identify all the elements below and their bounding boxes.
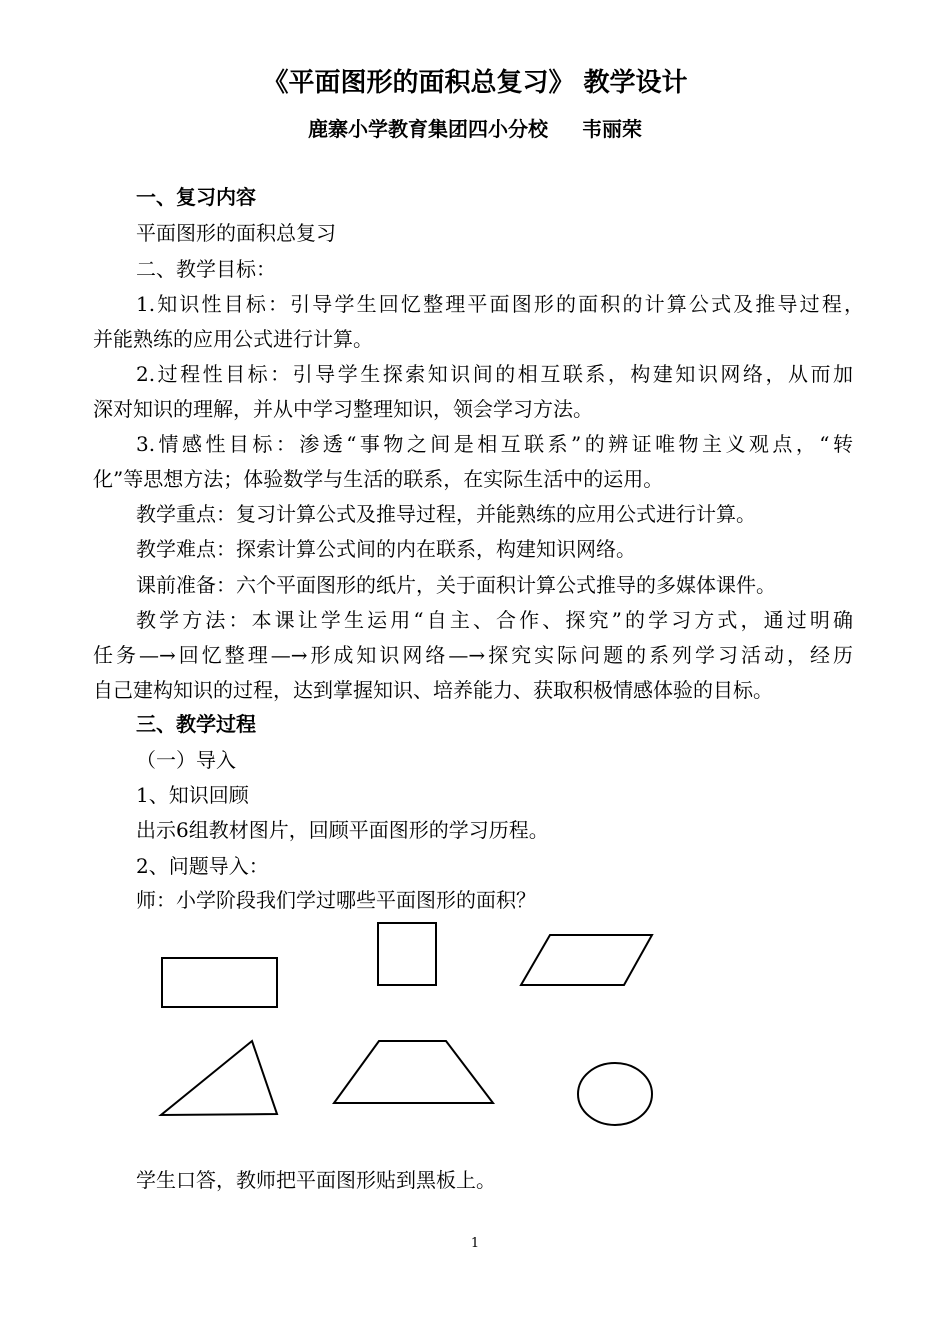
method-line3: 自己建构知识的过程，达到掌握知识、培养能力、获取积极情感体验的目标。 (93, 678, 773, 702)
goal2-line2: 深对知识的理解，并从中学习整理知识，领会学习方法。 (93, 397, 593, 421)
rectangle-shape (162, 958, 277, 1007)
item1-heading: 1、知识回顾 (136, 783, 249, 807)
key-point: 教学重点：复习计算公式及推导过程，并能熟练的应用公式进行计算。 (136, 502, 756, 526)
section2-heading: 二、教学目标： (136, 257, 276, 281)
trapezoid-shape (334, 1041, 493, 1103)
student-answer: 学生口答，教师把平面图形贴到黑板上。 (136, 1168, 496, 1192)
section1-content: 平面图形的面积总复习 (136, 221, 336, 245)
goal3-line1: 3.情感性目标：渗透“事物之间是相互联系”的辨证唯物主义观点，“转 (136, 432, 853, 456)
goal1-line2: 并能熟练的应用公式进行计算。 (93, 327, 373, 351)
section3-heading: 三、教学过程 (136, 712, 256, 736)
preparation: 课前准备：六个平面图形的纸片，关于面积计算公式推导的多媒体课件。 (136, 573, 776, 597)
circle-shape (578, 1063, 652, 1125)
item2-heading: 2、问题导入： (136, 854, 269, 878)
method-line2: 任务—→回忆整理—→形成知识网络—→探究实际问题的系列学习活动，经历 (93, 643, 853, 667)
part1-heading: （一）导入 (136, 748, 236, 772)
parallelogram-shape (521, 935, 652, 985)
goal2-line1: 2.过程性目标：引导学生探索知识间的相互联系，构建知识网络，从而加 (136, 362, 853, 386)
teacher-question: 师：小学阶段我们学过哪些平面图形的面积？ (136, 888, 536, 912)
method-line1: 教学方法：本课让学生运用“自主、合作、探究”的学习方式，通过明确 (136, 608, 853, 632)
page-number: 1 (470, 1236, 480, 1251)
square-shape (378, 923, 436, 985)
item1-text: 出示6组教材图片，回顾平面图形的学习历程。 (136, 818, 549, 842)
author-name: 韦丽荣 (582, 117, 642, 141)
difficulty: 教学难点：探索计算公式间的内在联系，构建知识网络。 (136, 537, 636, 561)
school-name: 鹿寨小学教育集团四小分校 (308, 117, 548, 141)
document-title: 《平面图形的面积总复习》 教学设计 (262, 68, 688, 98)
goal3-line2: 化”等思想方法；体验数学与生活的联系，在实际生活中的运用。 (93, 467, 664, 491)
section1-heading: 一、复习内容 (136, 185, 256, 209)
goal1-line1: 1.知识性目标：引导学生回忆整理平面图形的面积的计算公式及推导过程， (136, 292, 864, 316)
triangle-shape (161, 1041, 277, 1115)
